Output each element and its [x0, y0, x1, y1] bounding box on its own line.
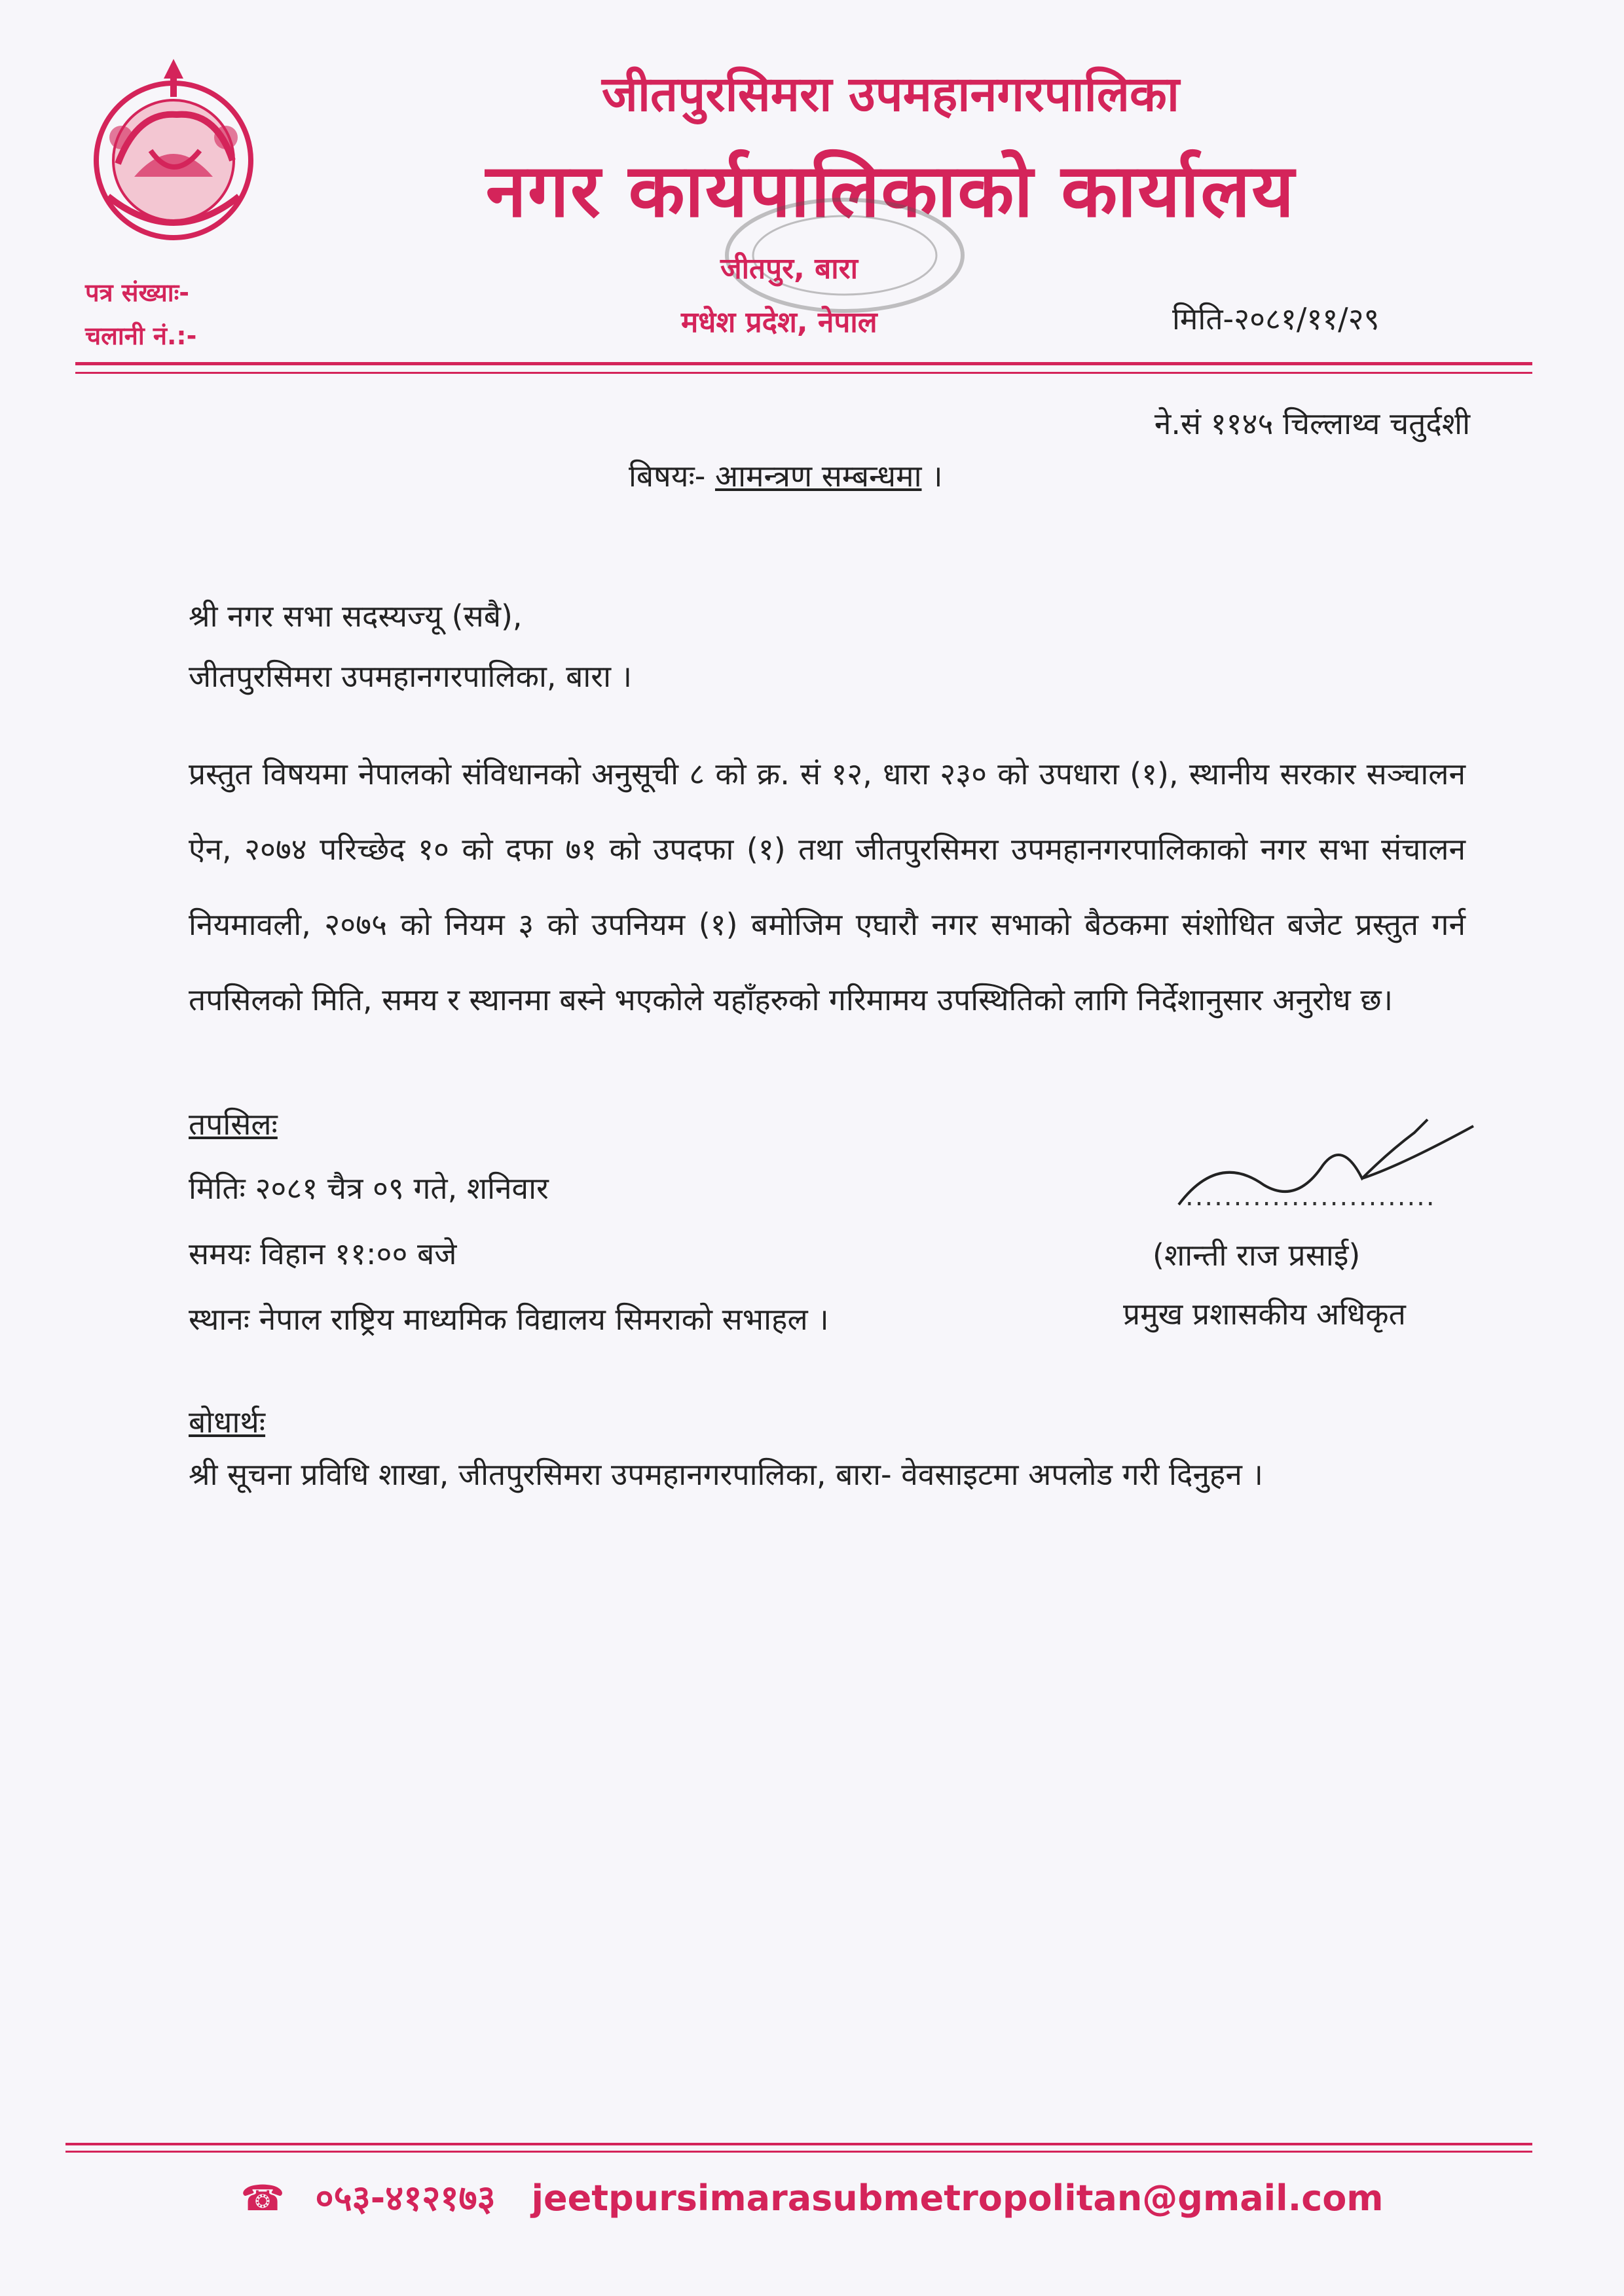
schedule-time: समयः विहान ११:०० बजे	[189, 1236, 457, 1271]
phone-icon: ☎	[240, 2178, 285, 2219]
footer-contact	[0, 2172, 1624, 2221]
subject-label: बिषयः-	[629, 458, 706, 494]
footer-phone: ०५३-४१२१७३	[315, 2178, 496, 2219]
municipality-name: जीतपुरसिमरा उपमहानगरपालिका	[601, 66, 1179, 122]
cc-text: श्री सूचना प्रविधि शाखा, जीतपुरसिमरा उपमहानगरपालिका, बारा- वेवसाइटमा अपलोड गरी दिनुहन ।	[189, 1457, 1263, 1492]
letter-date: मिति-२०८१/११/२९	[1172, 301, 1380, 337]
letter-body: प्रस्तुत विषयमा नेपालको संविधानको अनुसूची ८ को क्र. सं १२, धारा २३० को उपधारा (१), स्थानीय सरकार सञ्चालन ऐन, २०७४ परिच्छेद १० को दफा ७१ को उपदफा (१) तथा जीतपुरसिमरा उपमहानगरपालिकाको नगर सभा संचालन नियमावली, २०७५ को नियम ३ को उपनियम (१) बमोजिम एघारौ नगर सभाको बैठकमा संशोधित बजेट प्रस्तुत गर्न तपसिलको मिति, समय र स्थानमा बस्ने भएकोले यहाँहरुको गरिमामय उपस्थितिको लागि निर्देशानुसार अनुरोध छ।	[189, 756, 1466, 1017]
nepal-era-date: ने.सं ११४५ चिल्लाथ्व चतुर्दशी	[1154, 406, 1470, 441]
schedule-date: मितिः २०८१ चैत्र ०९ गते, शनिवार	[189, 1171, 549, 1206]
signatory-name: (शान्ती राज प्रसाई)	[1153, 1237, 1361, 1273]
subject-end: ।	[931, 458, 943, 494]
schedule-venue: स्थानः नेपाल राष्ट्रिय माध्यमिक विद्यालय सिमराको सभाहल ।	[189, 1302, 829, 1337]
dispatch-number-label: चलानी नं.:-	[85, 321, 197, 350]
footer-divider	[65, 2143, 1532, 2145]
header-divider-thin	[75, 372, 1532, 374]
header-divider	[75, 362, 1532, 365]
addressee-block	[189, 586, 632, 706]
cc-title: बोधार्थः	[189, 1404, 266, 1440]
letter-number-label: पत्र संख्याः-	[85, 278, 190, 307]
addressee-line2: जीतपुरसिमरा उपमहानगरपालिका, बारा ।	[189, 659, 633, 694]
footer-divider-thin	[65, 2151, 1532, 2153]
subject-line	[629, 455, 943, 496]
subject-text: आमन्त्रण सम्बन्धमा	[714, 458, 922, 494]
office-name: नगर कार्यपालिकाको कार्यालय	[485, 149, 1296, 234]
schedule-title: तपसिलः	[189, 1106, 278, 1142]
addressee-line1: श्री नगर सभा सदस्यज्यू (सबै),	[189, 598, 523, 634]
office-location-line1: जीतपुर, बारा	[720, 252, 858, 285]
footer-email[interactable]: jeetpursimarasubmetropolitan@gmail.com	[531, 2178, 1384, 2219]
signature-line: ..........................	[1185, 1182, 1436, 1212]
office-location-line2: मधेश प्रदेश, नेपाल	[681, 306, 877, 339]
schedule-block	[189, 1156, 829, 1352]
signatory-title: प्रमुख प्रशासकीय अधिकृत	[1123, 1296, 1406, 1332]
